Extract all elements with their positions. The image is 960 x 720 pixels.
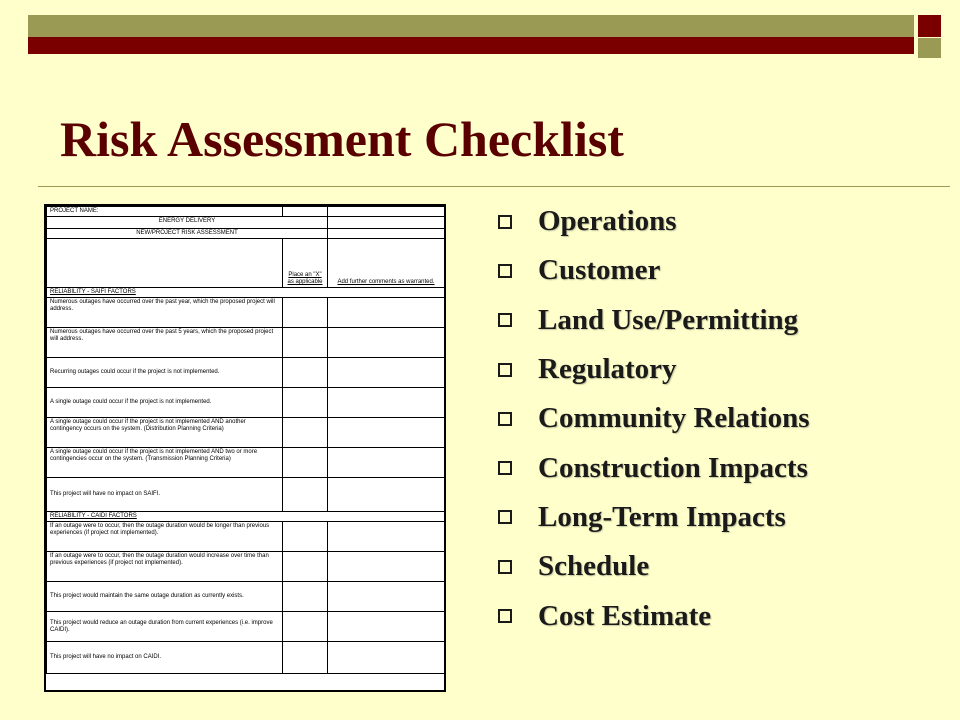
corner-square-red — [918, 15, 941, 37]
mark-cell[interactable] — [283, 642, 328, 674]
caidi-section-header: RELIABILITY - CAIDI FACTORS — [50, 513, 137, 519]
checklist-row — [47, 582, 445, 612]
square-bullet-icon — [498, 609, 512, 623]
checklist-table — [46, 206, 445, 674]
bullet-text: Regulatory — [538, 353, 677, 386]
checklist-row — [47, 522, 445, 552]
bullet-text: Operations — [538, 205, 677, 238]
checklist-item-text: This project would maintain the same outage duration as currently exists. — [47, 582, 283, 612]
square-bullet-icon — [498, 412, 512, 426]
bullet-item — [498, 345, 809, 394]
bullet-text: Long-Term Impacts — [538, 500, 786, 533]
checklist-item-text: Numerous outages have occurred over the past year, which the proposed project will address. — [47, 298, 283, 328]
bullet-text: Schedule — [538, 550, 650, 583]
square-bullet-icon — [498, 313, 512, 327]
comment-cell[interactable] — [328, 328, 445, 358]
checklist-item-text: Numerous outages have occurred over the past 5 years, which the proposed project will address. — [47, 328, 283, 358]
col-header-mark: Place an "X" as applicable — [287, 272, 323, 285]
square-bullet-icon — [498, 264, 512, 278]
comment-cell[interactable] — [328, 642, 445, 674]
mark-cell[interactable] — [283, 328, 328, 358]
form-title: NEW/PROJECT RISK ASSESSMENT — [47, 229, 328, 239]
comment-cell[interactable] — [328, 358, 445, 388]
mark-cell[interactable] — [283, 448, 328, 478]
comment-cell[interactable] — [328, 612, 445, 642]
checklist-item-text: If an outage were to occur, then the outage duration would increase over time than previous experiences (if project not implemented). — [47, 552, 283, 582]
checklist-row — [47, 328, 445, 358]
square-bullet-icon — [498, 363, 512, 377]
checklist-row — [47, 478, 445, 512]
bullet-text: Cost Estimate — [538, 599, 712, 632]
checklist-item-text: A single outage could occur if the project is not implemented. — [47, 388, 283, 418]
checklist-row — [47, 298, 445, 328]
checklist-row — [47, 388, 445, 418]
caidi-section-row — [47, 512, 445, 522]
checklist-row — [47, 358, 445, 388]
header-bar-red — [28, 37, 914, 54]
mark-cell[interactable] — [283, 582, 328, 612]
project-name-label: PROJECT NAME: — [47, 207, 283, 217]
checklist-item-text: Recurring outages could occur if the project is not implemented. — [47, 358, 283, 388]
bullet-text: Customer — [538, 254, 661, 287]
checklist-row — [47, 612, 445, 642]
comment-cell[interactable] — [328, 478, 445, 512]
comment-cell[interactable] — [328, 522, 445, 552]
bullet-item — [498, 246, 809, 295]
bullet-text: Community Relations — [538, 402, 810, 435]
saifi-section-header: RELIABILITY - SAIFI FACTORS — [50, 289, 136, 295]
comment-cell[interactable] — [328, 552, 445, 582]
comment-cell[interactable] — [328, 418, 445, 448]
mark-cell[interactable] — [283, 388, 328, 418]
mark-cell[interactable] — [283, 358, 328, 388]
comment-cell[interactable] — [328, 448, 445, 478]
checklist-row — [47, 418, 445, 448]
comment-cell[interactable] — [328, 582, 445, 612]
comment-cell[interactable] — [328, 298, 445, 328]
square-bullet-icon — [498, 510, 512, 524]
checklist-item-text: If an outage were to occur, then the outage duration would be longer than previous experiences (if project not implemented). — [47, 522, 283, 552]
bullet-item — [498, 296, 809, 345]
comment-cell[interactable] — [328, 388, 445, 418]
slide-title: Risk Assessment Checklist — [60, 111, 624, 167]
bullet-item — [498, 493, 809, 542]
col-header-comments: Add further comments as warranted. — [337, 279, 435, 285]
bullet-text: Construction Impacts — [538, 451, 808, 484]
checklist-row — [47, 642, 445, 674]
square-bullet-icon — [498, 215, 512, 229]
topic-list — [498, 197, 809, 641]
checklist-item-text: This project will have no impact on SAIFI. — [47, 478, 283, 512]
mark-cell[interactable] — [283, 552, 328, 582]
checklist-document — [44, 204, 446, 692]
checklist-row — [47, 448, 445, 478]
bullet-item — [498, 394, 809, 443]
dept-row — [47, 217, 445, 229]
bullet-text: Land Use/Permitting — [538, 303, 799, 336]
dept-label: ENERGY DELIVERY — [47, 217, 328, 229]
bullet-item — [498, 591, 809, 640]
checklist-item-text: A single outage could occur if the project is not implemented AND another contingency occurs on the system. (Distribution Planning Criteria) — [47, 418, 283, 448]
mark-cell[interactable] — [283, 298, 328, 328]
bullet-item — [498, 542, 809, 591]
saifi-section-row — [47, 288, 445, 298]
project-name-row — [47, 207, 445, 217]
checklist-item-text: This project will have no impact on CAIDI. — [47, 642, 283, 674]
mark-cell[interactable] — [283, 612, 328, 642]
mark-cell[interactable] — [283, 418, 328, 448]
header-bar-olive — [28, 15, 914, 37]
square-bullet-icon — [498, 461, 512, 475]
corner-square-olive — [918, 38, 941, 58]
bullet-item — [498, 443, 809, 492]
mark-cell[interactable] — [283, 522, 328, 552]
mark-cell[interactable] — [283, 478, 328, 512]
bullet-item — [498, 197, 809, 246]
column-header-row — [47, 239, 445, 288]
checklist-item-text: This project would reduce an outage duration from current experiences (i.e. improve CAIDI). — [47, 612, 283, 642]
form-title-row — [47, 229, 445, 239]
checklist-row — [47, 552, 445, 582]
checklist-item-text: A single outage could occur if the project is not implemented AND two or more contingencies occur on the system. (Transmission Planning Criteria) — [47, 448, 283, 478]
title-divider — [38, 186, 950, 187]
square-bullet-icon — [498, 560, 512, 574]
